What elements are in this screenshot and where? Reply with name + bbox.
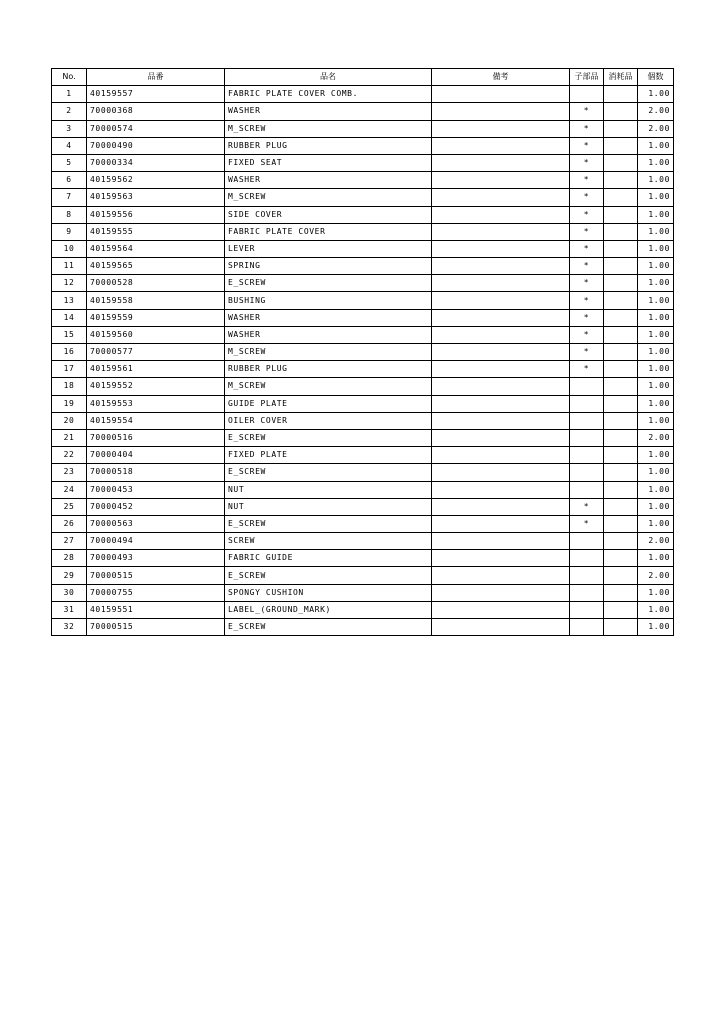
row-number: 5: [52, 154, 87, 171]
part-code: 40159553: [87, 395, 225, 412]
remarks-cell: [432, 498, 570, 515]
part-name: WASHER: [225, 103, 432, 120]
quantity: 1.00: [638, 223, 674, 240]
remarks-cell: [432, 567, 570, 584]
row-number: 16: [52, 344, 87, 361]
header-part-code: 品番: [87, 69, 225, 86]
row-number: 8: [52, 206, 87, 223]
remarks-cell: [432, 361, 570, 378]
table-row: [52, 464, 674, 481]
quantity: 1.00: [638, 498, 674, 515]
table-row: [52, 619, 674, 636]
consumable-mark: [604, 567, 638, 584]
consumable-mark: [604, 498, 638, 515]
consumable-mark: [604, 172, 638, 189]
part-code: 70000490: [87, 137, 225, 154]
quantity: 1.00: [638, 550, 674, 567]
part-code: 40159557: [87, 86, 225, 103]
remarks-cell: [432, 481, 570, 498]
header-row: [52, 69, 674, 86]
row-number: 9: [52, 223, 87, 240]
row-number: 12: [52, 275, 87, 292]
consumable-mark: [604, 447, 638, 464]
remarks-cell: [432, 275, 570, 292]
part-name: LEVER: [225, 240, 432, 257]
quantity: 1.00: [638, 258, 674, 275]
sub-part-mark: *: [570, 172, 604, 189]
consumable-mark: [604, 412, 638, 429]
sub-part-mark: *: [570, 137, 604, 154]
table-body: [52, 86, 674, 636]
sub-part-mark: *: [570, 292, 604, 309]
consumable-mark: [604, 154, 638, 171]
consumable-mark: [604, 206, 638, 223]
quantity: 1.00: [638, 361, 674, 378]
part-code: 40159565: [87, 258, 225, 275]
row-number: 29: [52, 567, 87, 584]
table-row: [52, 86, 674, 103]
quantity: 1.00: [638, 137, 674, 154]
row-number: 13: [52, 292, 87, 309]
part-code: 40159555: [87, 223, 225, 240]
table-row: [52, 361, 674, 378]
table-row: [52, 567, 674, 584]
remarks-cell: [432, 464, 570, 481]
part-code: 70000494: [87, 533, 225, 550]
table-row: [52, 395, 674, 412]
quantity: 2.00: [638, 120, 674, 137]
table-row: [52, 498, 674, 515]
quantity: 1.00: [638, 189, 674, 206]
consumable-mark: [604, 584, 638, 601]
row-number: 32: [52, 619, 87, 636]
sub-part-mark: [570, 447, 604, 464]
sub-part-mark: [570, 619, 604, 636]
remarks-cell: [432, 584, 570, 601]
remarks-cell: [432, 429, 570, 446]
sub-part-mark: *: [570, 361, 604, 378]
table-row: [52, 189, 674, 206]
row-number: 15: [52, 326, 87, 343]
remarks-cell: [432, 619, 570, 636]
consumable-mark: [604, 550, 638, 567]
consumable-mark: [604, 429, 638, 446]
consumable-mark: [604, 240, 638, 257]
part-code: 40159554: [87, 412, 225, 429]
table-row: [52, 240, 674, 257]
part-name: E_SCREW: [225, 567, 432, 584]
sub-part-mark: [570, 429, 604, 446]
consumable-mark: [604, 533, 638, 550]
row-number: 27: [52, 533, 87, 550]
part-code: 70000755: [87, 584, 225, 601]
part-code: 40159564: [87, 240, 225, 257]
quantity: 2.00: [638, 533, 674, 550]
sub-part-mark: [570, 378, 604, 395]
quantity: 1.00: [638, 515, 674, 532]
sub-part-mark: *: [570, 344, 604, 361]
header-remarks: 備考: [432, 69, 570, 86]
quantity: 1.00: [638, 412, 674, 429]
table-row: [52, 120, 674, 137]
quantity: 1.00: [638, 86, 674, 103]
part-code: 70000516: [87, 429, 225, 446]
sub-part-mark: *: [570, 223, 604, 240]
sub-part-mark: *: [570, 498, 604, 515]
sub-part-mark: *: [570, 309, 604, 326]
consumable-mark: [604, 292, 638, 309]
part-name: FIXED SEAT: [225, 154, 432, 171]
quantity: 1.00: [638, 275, 674, 292]
parts-list-table: [51, 68, 674, 636]
part-name: M_SCREW: [225, 344, 432, 361]
table-row: [52, 258, 674, 275]
row-number: 3: [52, 120, 87, 137]
table-row: [52, 533, 674, 550]
quantity: 1.00: [638, 240, 674, 257]
consumable-mark: [604, 223, 638, 240]
table-row: [52, 447, 674, 464]
row-number: 4: [52, 137, 87, 154]
table-row: [52, 344, 674, 361]
part-code: 40159558: [87, 292, 225, 309]
remarks-cell: [432, 103, 570, 120]
part-code: 40159561: [87, 361, 225, 378]
row-number: 21: [52, 429, 87, 446]
consumable-mark: [604, 395, 638, 412]
row-number: 19: [52, 395, 87, 412]
quantity: 1.00: [638, 395, 674, 412]
table-row: [52, 172, 674, 189]
table-row: [52, 206, 674, 223]
part-name: RUBBER PLUG: [225, 137, 432, 154]
quantity: 1.00: [638, 447, 674, 464]
consumable-mark: [604, 601, 638, 618]
consumable-mark: [604, 378, 638, 395]
sub-part-mark: [570, 601, 604, 618]
part-name: E_SCREW: [225, 429, 432, 446]
table-row: [52, 429, 674, 446]
table-row: [52, 103, 674, 120]
part-code: 40159559: [87, 309, 225, 326]
part-code: 70000334: [87, 154, 225, 171]
sub-part-mark: [570, 550, 604, 567]
row-number: 7: [52, 189, 87, 206]
row-number: 22: [52, 447, 87, 464]
remarks-cell: [432, 154, 570, 171]
quantity: 1.00: [638, 584, 674, 601]
consumable-mark: [604, 275, 638, 292]
part-name: NUT: [225, 481, 432, 498]
sub-part-mark: [570, 584, 604, 601]
part-code: 40159551: [87, 601, 225, 618]
row-number: 23: [52, 464, 87, 481]
header-quantity: 個数: [638, 69, 674, 86]
remarks-cell: [432, 344, 570, 361]
remarks-cell: [432, 601, 570, 618]
part-code: 70000368: [87, 103, 225, 120]
part-code: 70000515: [87, 619, 225, 636]
quantity: 1.00: [638, 481, 674, 498]
remarks-cell: [432, 240, 570, 257]
part-name: E_SCREW: [225, 464, 432, 481]
sub-part-mark: [570, 533, 604, 550]
table-row: [52, 515, 674, 532]
part-code: 70000515: [87, 567, 225, 584]
consumable-mark: [604, 103, 638, 120]
consumable-mark: [604, 258, 638, 275]
quantity: 1.00: [638, 344, 674, 361]
quantity: 1.00: [638, 292, 674, 309]
part-code: 40159552: [87, 378, 225, 395]
part-name: E_SCREW: [225, 619, 432, 636]
consumable-mark: [604, 326, 638, 343]
part-code: 70000404: [87, 447, 225, 464]
quantity: 1.00: [638, 619, 674, 636]
row-number: 2: [52, 103, 87, 120]
remarks-cell: [432, 550, 570, 567]
sub-part-mark: *: [570, 326, 604, 343]
part-name: SPONGY CUSHION: [225, 584, 432, 601]
remarks-cell: [432, 309, 570, 326]
sub-part-mark: [570, 395, 604, 412]
part-code: 70000452: [87, 498, 225, 515]
remarks-cell: [432, 206, 570, 223]
quantity: 1.00: [638, 172, 674, 189]
consumable-mark: [604, 515, 638, 532]
header-no: No.: [52, 69, 87, 86]
part-name: SPRING: [225, 258, 432, 275]
sub-part-mark: *: [570, 240, 604, 257]
part-name: FIXED PLATE: [225, 447, 432, 464]
part-name: FABRIC GUIDE: [225, 550, 432, 567]
sub-part-mark: *: [570, 103, 604, 120]
row-number: 25: [52, 498, 87, 515]
quantity: 1.00: [638, 326, 674, 343]
part-name: BUSHING: [225, 292, 432, 309]
part-name: WASHER: [225, 309, 432, 326]
row-number: 14: [52, 309, 87, 326]
table-row: [52, 378, 674, 395]
table-row: [52, 137, 674, 154]
sub-part-mark: *: [570, 258, 604, 275]
remarks-cell: [432, 412, 570, 429]
remarks-cell: [432, 172, 570, 189]
row-number: 31: [52, 601, 87, 618]
quantity: 1.00: [638, 464, 674, 481]
part-name: M_SCREW: [225, 189, 432, 206]
part-name: WASHER: [225, 172, 432, 189]
row-number: 11: [52, 258, 87, 275]
table-row: [52, 292, 674, 309]
table-header: [52, 69, 674, 86]
part-code: 40159556: [87, 206, 225, 223]
part-code: 70000574: [87, 120, 225, 137]
part-name: LABEL_(GROUND_MARK): [225, 601, 432, 618]
row-number: 20: [52, 412, 87, 429]
row-number: 30: [52, 584, 87, 601]
sub-part-mark: [570, 86, 604, 103]
part-name: M_SCREW: [225, 378, 432, 395]
remarks-cell: [432, 292, 570, 309]
consumable-mark: [604, 120, 638, 137]
part-name: OILER COVER: [225, 412, 432, 429]
part-name: M_SCREW: [225, 120, 432, 137]
remarks-cell: [432, 447, 570, 464]
consumable-mark: [604, 86, 638, 103]
remarks-cell: [432, 378, 570, 395]
table-row: [52, 275, 674, 292]
row-number: 17: [52, 361, 87, 378]
table-row: [52, 601, 674, 618]
remarks-cell: [432, 533, 570, 550]
consumable-mark: [604, 481, 638, 498]
part-code: 70000563: [87, 515, 225, 532]
remarks-cell: [432, 120, 570, 137]
table-row: [52, 223, 674, 240]
part-code: 40159563: [87, 189, 225, 206]
part-name: WASHER: [225, 326, 432, 343]
remarks-cell: [432, 189, 570, 206]
consumable-mark: [604, 309, 638, 326]
sub-part-mark: *: [570, 206, 604, 223]
sub-part-mark: *: [570, 120, 604, 137]
row-number: 6: [52, 172, 87, 189]
remarks-cell: [432, 137, 570, 154]
sub-part-mark: [570, 412, 604, 429]
consumable-mark: [604, 464, 638, 481]
part-name: E_SCREW: [225, 275, 432, 292]
row-number: 18: [52, 378, 87, 395]
header-sub-part: 子部品: [570, 69, 604, 86]
table-row: [52, 550, 674, 567]
remarks-cell: [432, 258, 570, 275]
part-name: NUT: [225, 498, 432, 515]
part-name: RUBBER PLUG: [225, 361, 432, 378]
table-row: [52, 326, 674, 343]
part-code: 40159560: [87, 326, 225, 343]
sub-part-mark: *: [570, 189, 604, 206]
sub-part-mark: *: [570, 275, 604, 292]
part-code: 70000453: [87, 481, 225, 498]
part-code: 40159562: [87, 172, 225, 189]
header-consumable: 消耗品: [604, 69, 638, 86]
row-number: 26: [52, 515, 87, 532]
remarks-cell: [432, 86, 570, 103]
row-number: 1: [52, 86, 87, 103]
quantity: 2.00: [638, 429, 674, 446]
quantity: 1.00: [638, 154, 674, 171]
part-code: 70000493: [87, 550, 225, 567]
quantity: 1.00: [638, 309, 674, 326]
row-number: 28: [52, 550, 87, 567]
part-code: 70000577: [87, 344, 225, 361]
table-row: [52, 481, 674, 498]
sub-part-mark: [570, 567, 604, 584]
consumable-mark: [604, 619, 638, 636]
part-name: FABRIC PLATE COVER COMB.: [225, 86, 432, 103]
part-name: GUIDE PLATE: [225, 395, 432, 412]
part-name: E_SCREW: [225, 515, 432, 532]
part-code: 70000528: [87, 275, 225, 292]
quantity: 1.00: [638, 601, 674, 618]
consumable-mark: [604, 361, 638, 378]
quantity: 1.00: [638, 206, 674, 223]
remarks-cell: [432, 395, 570, 412]
row-number: 24: [52, 481, 87, 498]
remarks-cell: [432, 326, 570, 343]
row-number: 10: [52, 240, 87, 257]
remarks-cell: [432, 223, 570, 240]
consumable-mark: [604, 344, 638, 361]
part-name: SCREW: [225, 533, 432, 550]
table-row: [52, 154, 674, 171]
quantity: 2.00: [638, 103, 674, 120]
sub-part-mark: [570, 464, 604, 481]
table-row: [52, 309, 674, 326]
part-name: FABRIC PLATE COVER: [225, 223, 432, 240]
sub-part-mark: *: [570, 154, 604, 171]
part-name: SIDE COVER: [225, 206, 432, 223]
table-row: [52, 412, 674, 429]
quantity: 2.00: [638, 567, 674, 584]
part-code: 70000518: [87, 464, 225, 481]
quantity: 1.00: [638, 378, 674, 395]
table-row: [52, 584, 674, 601]
sub-part-mark: *: [570, 515, 604, 532]
consumable-mark: [604, 189, 638, 206]
remarks-cell: [432, 515, 570, 532]
sub-part-mark: [570, 481, 604, 498]
header-part-name: 品名: [225, 69, 432, 86]
consumable-mark: [604, 137, 638, 154]
